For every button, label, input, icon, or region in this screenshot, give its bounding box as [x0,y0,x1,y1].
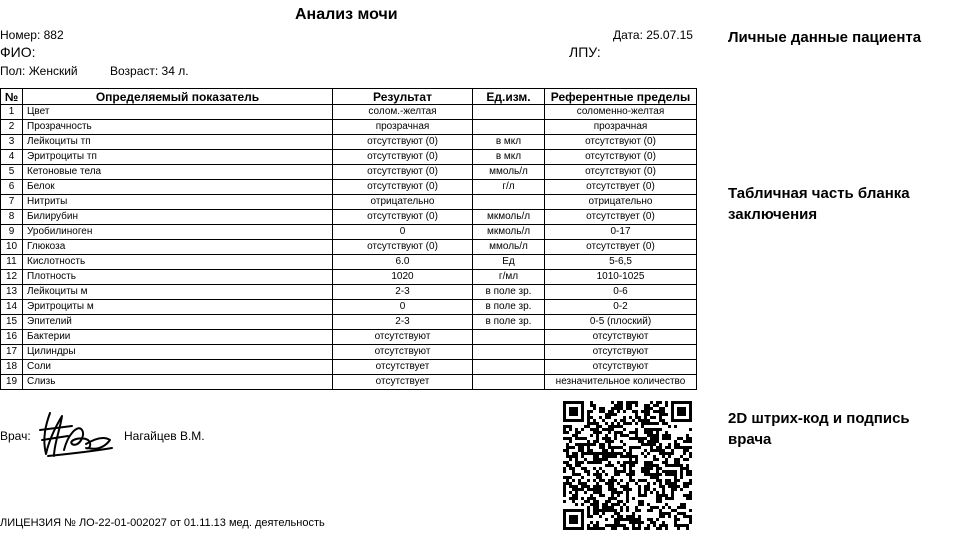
table-row [1,315,697,330]
row-parameter: Лейкоциты тп [23,135,333,150]
row-result: отсутствуют (0) [333,150,473,165]
row-result: солом.-желтая [333,105,473,120]
table-row [1,150,697,165]
table-row [1,105,697,120]
table-row [1,285,697,300]
table-row [1,165,697,180]
form-date: Дата: 25.07.15 [613,28,693,42]
table-row [1,240,697,255]
row-unit [473,360,545,375]
row-reference: отсутствуют [545,360,697,375]
row-parameter: Глюкоза [23,240,333,255]
col-header-number: № [1,89,23,105]
row-reference: соломенно-желтая [545,105,697,120]
barcode-2d-icon [563,401,694,531]
row-number: 18 [1,360,23,375]
row-reference: отсутствуют (0) [545,135,697,150]
table-row [1,375,697,390]
row-result: прозрачная [333,120,473,135]
table-row [1,210,697,225]
row-reference: отрицательно [545,195,697,210]
row-number: 10 [1,240,23,255]
table-row [1,180,697,195]
table-row [1,360,697,375]
row-reference: незначительное количество [545,375,697,390]
row-result: 0 [333,300,473,315]
row-parameter: Лейкоциты м [23,285,333,300]
row-number: 11 [1,255,23,270]
row-parameter: Плотность [23,270,333,285]
table-row [1,300,697,315]
row-number: 8 [1,210,23,225]
row-parameter: Билирубин [23,210,333,225]
row-reference: 0-2 [545,300,697,315]
row-number: 19 [1,375,23,390]
table-row [1,120,697,135]
row-unit: в поле зр. [473,300,545,315]
row-parameter: Кислотность [23,255,333,270]
col-header-unit: Ед.изм. [473,89,545,105]
row-number: 4 [1,150,23,165]
row-reference: 0-17 [545,225,697,240]
row-unit: мкмоль/л [473,210,545,225]
doctor-name: Нагайцев В.М. [124,429,205,443]
row-result: 2-3 [333,315,473,330]
row-unit [473,345,545,360]
caption-patient-data: Личные данные пациента [728,29,922,46]
row-parameter: Нитриты [23,195,333,210]
row-unit: в мкл [473,150,545,165]
row-reference: отсутствуют (0) [545,150,697,165]
row-number: 15 [1,315,23,330]
col-header-reference: Референтные пределы [545,89,697,105]
row-reference: отсутствует (0) [545,240,697,255]
row-reference: отсутствует (0) [545,180,697,195]
row-number: 2 [1,120,23,135]
row-result: отсутствуют (0) [333,165,473,180]
doctor-signature [38,410,114,460]
patient-age: Возраст: 34 л. [110,64,189,78]
row-reference: отсутствуют [545,330,697,345]
license-text: ЛИЦЕНЗИЯ № ЛО-22-01-002027 от 01.11.13 мед. деятельность [0,517,325,529]
table-row [1,255,697,270]
row-number: 12 [1,270,23,285]
row-number: 3 [1,135,23,150]
table-row [1,345,697,360]
caption-barcode-signature: 2D штрих-код и подпись врача [728,410,910,448]
row-parameter: Цвет [23,105,333,120]
row-unit: г/л [473,180,545,195]
table-row [1,135,697,150]
patient-sex: Пол: Женский [0,64,78,78]
row-unit: в поле зр. [473,285,545,300]
row-unit: в поле зр. [473,315,545,330]
row-parameter: Кетоновые тела [23,165,333,180]
col-header-result: Результат [333,89,473,105]
caption-table-part: Табличная часть бланка заключения [728,185,910,223]
row-result: отсутствуют (0) [333,135,473,150]
row-parameter: Слизь [23,375,333,390]
row-number: 5 [1,165,23,180]
row-unit [473,105,545,120]
table-header-row [1,89,697,105]
row-result: 0 [333,225,473,240]
row-number: 7 [1,195,23,210]
table-row [1,270,697,285]
row-result: 1020 [333,270,473,285]
row-unit: Ед [473,255,545,270]
row-number: 9 [1,225,23,240]
row-unit [473,375,545,390]
row-result: отсутствует [333,360,473,375]
row-parameter: Бактерии [23,330,333,345]
row-result: 6.0 [333,255,473,270]
table-row [1,225,697,240]
row-result: отсутствуют (0) [333,180,473,195]
row-number: 1 [1,105,23,120]
row-unit: ммоль/л [473,240,545,255]
row-unit [473,195,545,210]
row-number: 6 [1,180,23,195]
row-parameter: Белок [23,180,333,195]
form-title: Анализ мочи [295,6,398,23]
row-reference: 0-5 (плоский) [545,315,697,330]
row-parameter: Эпителий [23,315,333,330]
row-result: отсутствуют (0) [333,210,473,225]
row-result: отрицательно [333,195,473,210]
row-reference: отсутствует (0) [545,210,697,225]
doctor-label: Врач: [0,429,31,443]
row-unit: ммоль/л [473,165,545,180]
row-unit: мкмоль/л [473,225,545,240]
row-result: отсутствуют [333,330,473,345]
fio-label: ФИО: [0,44,36,60]
row-reference: отсутствуют [545,345,697,360]
row-number: 14 [1,300,23,315]
row-reference: 0-6 [545,285,697,300]
row-result: отсутствуют [333,345,473,360]
row-reference: прозрачная [545,120,697,135]
row-unit [473,120,545,135]
form-number: Номер: 882 [0,28,64,42]
row-unit: в мкл [473,135,545,150]
row-result: отсутствует [333,375,473,390]
row-reference: отсутствуют (0) [545,165,697,180]
row-parameter: Прозрачность [23,120,333,135]
row-number: 17 [1,345,23,360]
row-unit: г/мл [473,270,545,285]
row-reference: 5-6,5 [545,255,697,270]
results-table [0,88,697,390]
row-reference: 1010-1025 [545,270,697,285]
row-parameter: Уробилиноген [23,225,333,240]
row-parameter: Эритроциты м [23,300,333,315]
row-number: 13 [1,285,23,300]
row-parameter: Соли [23,360,333,375]
table-row [1,195,697,210]
table-row [1,330,697,345]
row-result: отсутствуют (0) [333,240,473,255]
row-unit [473,330,545,345]
row-parameter: Цилиндры [23,345,333,360]
row-result: 2-3 [333,285,473,300]
lpu-label: ЛПУ: [569,44,601,60]
col-header-parameter: Определяемый показатель [23,89,333,105]
row-parameter: Эритроциты тп [23,150,333,165]
row-number: 16 [1,330,23,345]
